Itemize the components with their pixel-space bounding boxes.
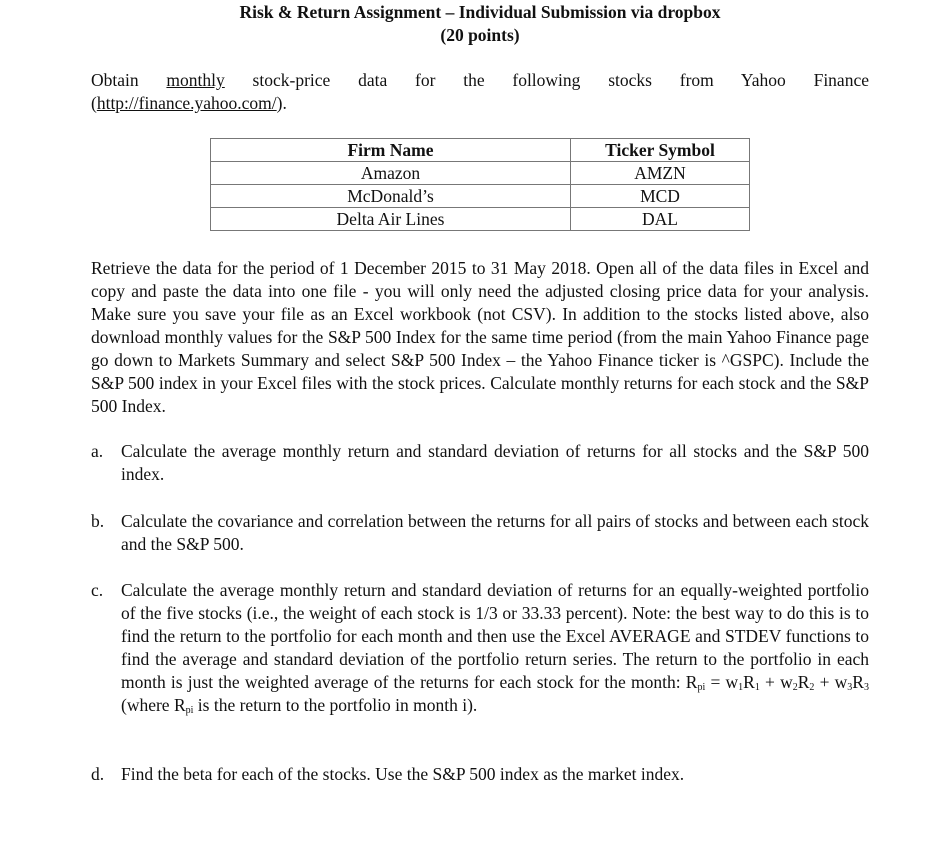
- formula-subscript: 3: [847, 682, 853, 693]
- ticker-cell: DAL: [571, 208, 750, 231]
- intro-link-line: [91, 92, 869, 115]
- paren-open: (: [91, 93, 97, 113]
- formula-subscript: 2: [792, 682, 798, 693]
- question-text-segment: R: [743, 672, 755, 692]
- table-header-row: [211, 139, 750, 162]
- formula-subscript: 1: [738, 682, 744, 693]
- question-marker: a.: [91, 441, 104, 461]
- question-text-segment: (where R: [121, 695, 186, 715]
- paren-close: ).: [276, 93, 287, 113]
- firm-name-cell: Amazon: [211, 162, 571, 185]
- firm-name-cell: McDonald’s: [211, 185, 571, 208]
- table-row: [211, 162, 750, 185]
- formula-subscript: 3: [863, 682, 869, 693]
- instructions-paragraph: Retrieve the data for the period of 1 December 2015 to 31 May 2018. Open all of the data files in Excel and copy and paste the data into one file - you will only need the adjusted closing price data for your analysis. Make sure you save your file as an Excel workbook (not CSV). In addition to the stocks listed above, also download monthly values for the S&P 500 Index for the same time period (from the main Yahoo Finance page go down to Markets Summary and select S&P 500 Index – the Yahoo Finance ticker is ^GSPC). Include the S&P 500 index in your Excel files with the stock prices. Calculate monthly returns for each stock and the S&P 500 Index.: [91, 258, 869, 416]
- question-text-segment: + w: [759, 672, 793, 692]
- stocks-table: [210, 138, 750, 231]
- formula-subscript: 2: [809, 682, 815, 693]
- question-text-segment: R: [852, 672, 864, 692]
- question-text: [121, 579, 869, 717]
- question-d: [91, 763, 869, 786]
- formula-subscript: 1: [754, 682, 760, 693]
- question-a: [91, 440, 869, 486]
- ticker-cell: AMZN: [571, 162, 750, 185]
- question-text: Calculate the average monthly return and standard deviation of returns for all stocks and the S&P 500 index.: [121, 441, 869, 484]
- question-b: [91, 510, 869, 556]
- formula-subscript: pi: [697, 682, 706, 693]
- question-text: Find the beta for each of the stocks. Use the S&P 500 index as the market index.: [121, 764, 685, 784]
- intro-text: Obtain: [91, 70, 167, 90]
- question-marker: b.: [91, 511, 105, 531]
- firm-name-cell: Delta Air Lines: [211, 208, 571, 231]
- question-text-segment: Calculate the average monthly return and standard deviation of returns for an equally-weighted portfolio of the five stocks (i.e., the weight of each stock is 1/3 or 33.33 percent). Note: the best way to do this is to find the return to the portfolio for each month and then use the Excel AVERAGE and STDEV functions to find the average and standard deviation of the portfolio return series. The return to the portfolio in each month is just the weighted average of the returns for each stock for the month: R: [121, 580, 869, 692]
- question-text-segment: R: [797, 672, 810, 692]
- question-marker: c.: [91, 580, 104, 600]
- monthly-emphasis: monthly: [166, 70, 225, 90]
- header-ticker-symbol: Ticker Symbol: [571, 139, 750, 162]
- header-firm-name: Firm Name: [211, 139, 571, 162]
- document-title: Risk & Return Assignment – Individual Submission via dropbox: [239, 2, 721, 22]
- points-subtitle: (20 points): [440, 25, 520, 45]
- intro-paragraph: [91, 69, 869, 92]
- question-marker: d.: [91, 764, 105, 784]
- table-row: [211, 208, 750, 231]
- question-text: Calculate the covariance and correlation between the returns for all pairs of stocks and between each stock and the S&P 500.: [121, 511, 869, 554]
- question-text-segment: + w: [814, 672, 848, 692]
- table-row: [211, 185, 750, 208]
- yahoo-finance-link[interactable]: http://finance.yahoo.com/: [96, 93, 277, 113]
- question-text-segment: = w: [705, 672, 739, 692]
- question-c: [91, 579, 869, 717]
- ticker-cell: MCD: [571, 185, 750, 208]
- question-text-segment: is the return to the portfolio in month i).: [193, 695, 478, 715]
- intro-text-rest: stock-price data for the following stocks from Yahoo Finance: [224, 70, 869, 90]
- formula-subscript: pi: [185, 705, 194, 716]
